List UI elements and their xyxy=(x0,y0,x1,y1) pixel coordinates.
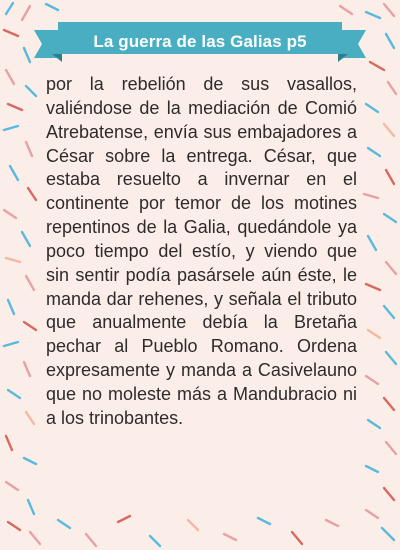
title-banner xyxy=(34,22,366,62)
body-paragraph: por la rebelión de sus vasallos, valiéndose de la mediación de Comió Atrebatense, envía sus embajadores a César sobre la entrega. César, que estaba resuelto a invernar en el continente por temor de los motines repentinos de la Galia, quedándole ya poco tiempo del estío, y viendo que sin sentir podía pasársele aún éste, le manda dar rehenes, y señala el tributo que anualmente debía la Bretaña pechar al Pueblo Romano. Ordena expresamente y manda a Casivelauno que no moleste más a Mandubracio ni a los trinobantes. xyxy=(46,74,357,428)
page-title: La guerra de las Galias p5 xyxy=(93,32,307,51)
